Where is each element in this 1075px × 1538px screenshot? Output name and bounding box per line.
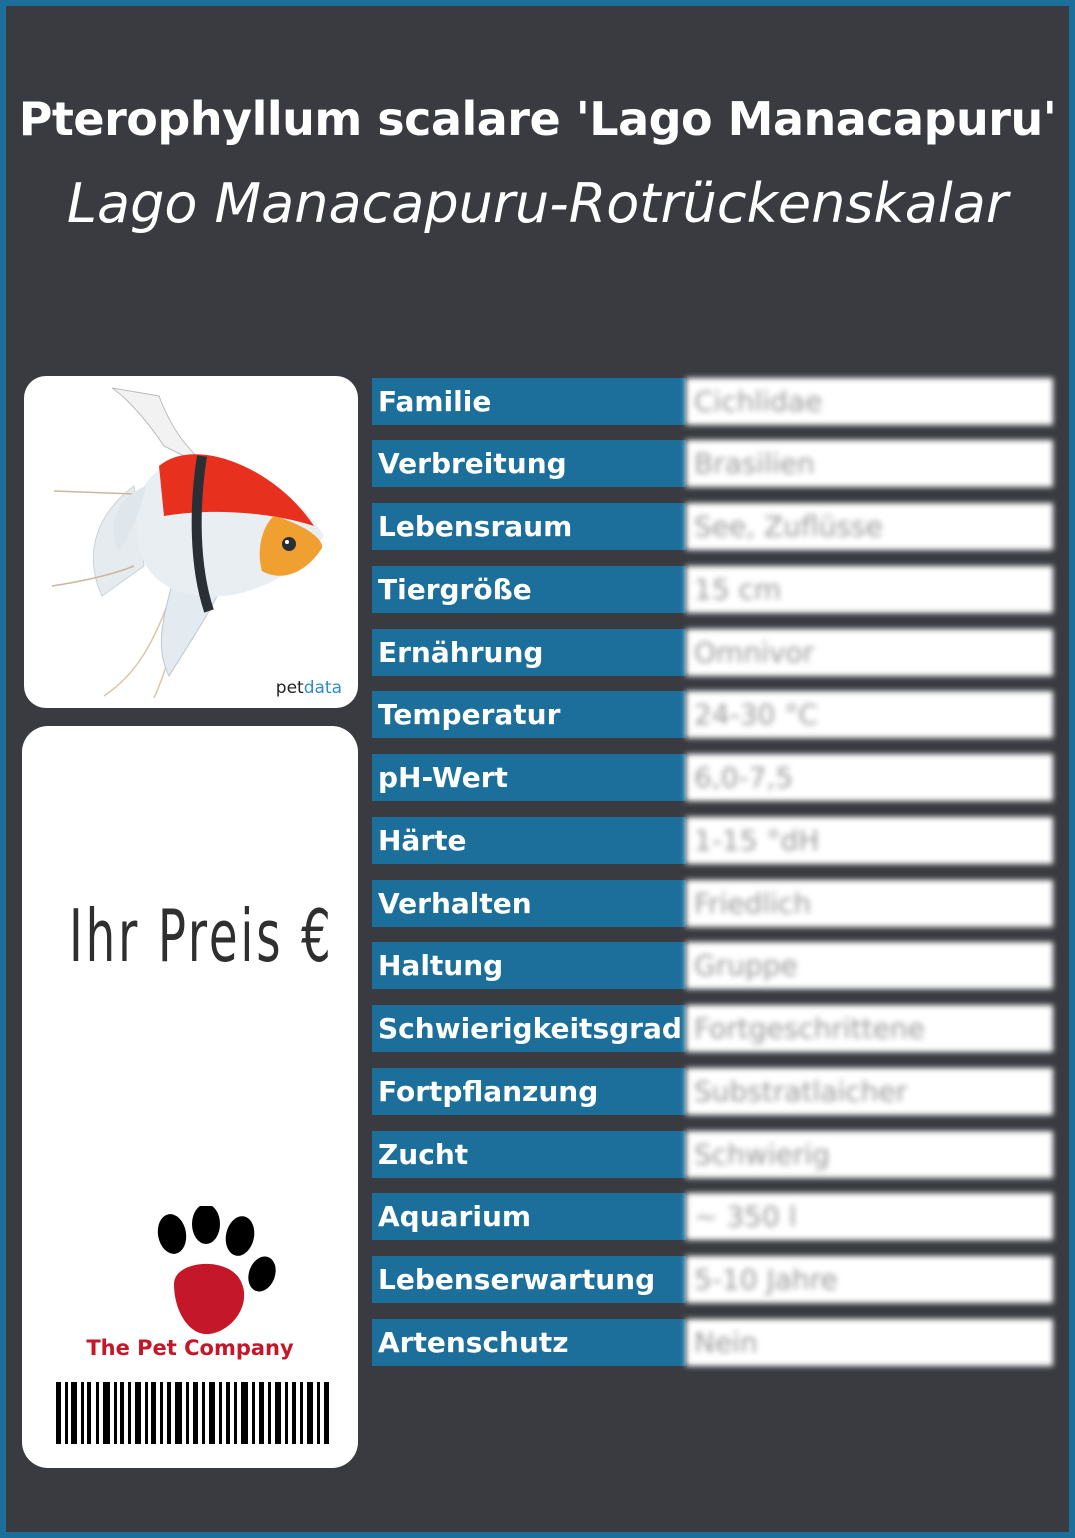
table-row: Ernährung Omnivor — [372, 629, 1053, 676]
paw-logo-icon — [134, 1206, 284, 1346]
price-label: Ihr Preis € — [69, 894, 334, 978]
price-panel — [22, 726, 358, 1468]
page-subtitle: Lago Manacapuru-Rotrückenskalar — [66, 172, 1009, 235]
table-row: Lebenserwartung 5-10 Jahre — [372, 1256, 1053, 1303]
petdata-logo: petdata — [275, 678, 342, 698]
fish-photo-panel — [24, 376, 358, 708]
table-row: Zucht Schwierig — [372, 1131, 1053, 1178]
table-row: Fortpflanzung Substratlaicher — [372, 1068, 1053, 1115]
table-row: Aquarium ~ 350 l — [372, 1193, 1053, 1240]
angelfish-image — [24, 376, 358, 708]
table-row: Artenschutz Nein — [372, 1319, 1053, 1366]
table-row: pH-Wert 6,0-7,5 — [372, 754, 1053, 801]
table-row: Tiergröße 15 cm — [372, 566, 1053, 613]
company-name: The Pet Company — [86, 1336, 294, 1360]
table-row: Lebensraum See, Zuflüsse — [372, 503, 1053, 550]
table-row: Härte 1-15 °dH — [372, 817, 1053, 864]
table-row: Haltung Gruppe — [372, 942, 1053, 989]
table-row: Temperatur 24-30 °C — [372, 691, 1053, 738]
table-row: Schwierigkeitsgrad Fortgeschrittene — [372, 1005, 1053, 1052]
table-row: Familie Cichlidae — [372, 378, 1053, 425]
barcode-icon — [56, 1382, 332, 1444]
table-row: Verhalten Friedlich — [372, 880, 1053, 927]
table-row: Verbreitung Brasilien — [372, 440, 1053, 487]
page-title: Pterophyllum scalare 'Lago Manacapuru' — [18, 92, 1057, 146]
